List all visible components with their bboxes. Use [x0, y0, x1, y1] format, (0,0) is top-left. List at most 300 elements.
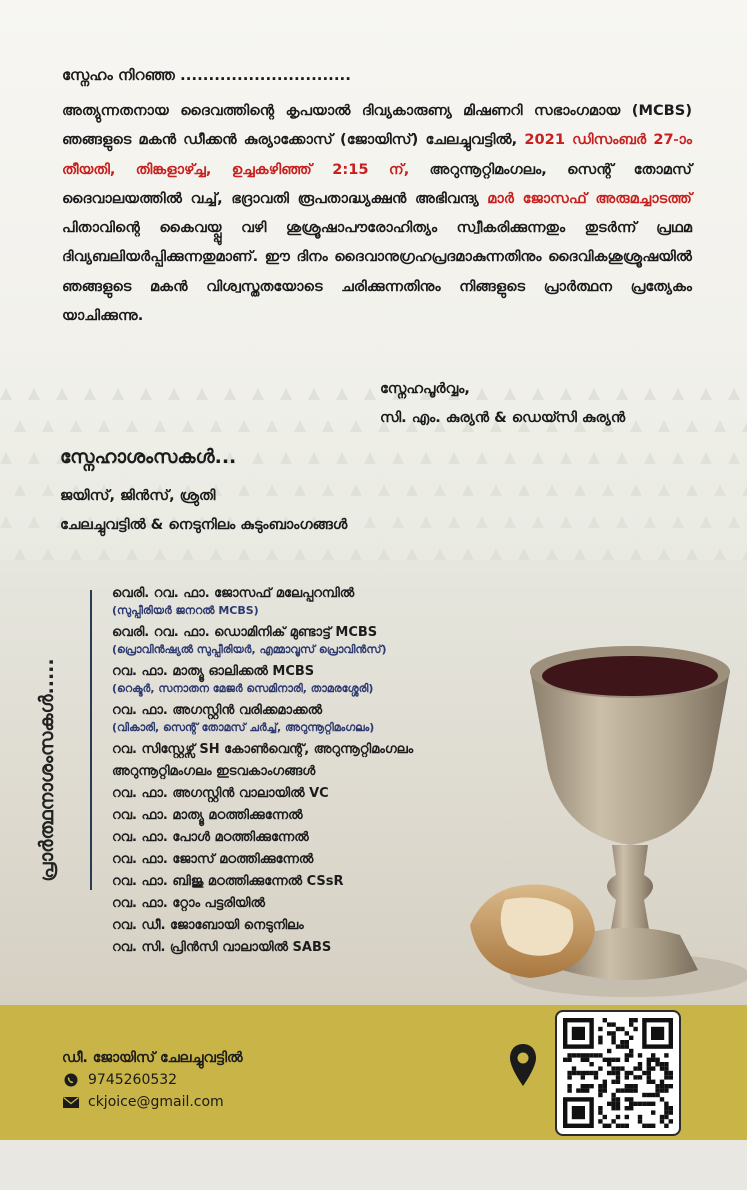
qr-module [629, 1053, 633, 1057]
qr-module [664, 1075, 668, 1079]
list-item-name: റവ. ഫാ. ജോസ് മഠത്തിക്കുന്നേൽ [112, 852, 314, 867]
signoff-closing: സ്നേഹപൂർവ്വം, [380, 381, 470, 397]
qr-module [585, 1058, 589, 1062]
qr-module [629, 1084, 633, 1088]
wishers-title: സ്നേഹാശംസകൾ... [60, 446, 237, 468]
contact-phone[interactable]: 9745260532 [88, 1072, 178, 1088]
bishop-name: മാർ ജോസഫ് അരുമച്ചാടത്ത് [487, 189, 692, 207]
qr-module [585, 1053, 589, 1057]
qr-module [651, 1102, 655, 1106]
pattern-triangle [210, 548, 222, 560]
qr-module [669, 1106, 673, 1110]
qr-module [616, 1102, 620, 1106]
list-item [112, 939, 542, 957]
pattern-triangle [322, 420, 334, 432]
qr-module [660, 1119, 664, 1123]
letter-part-3: പിതാവിന്റെ കൈവയ്പ്പു വഴി ശുശ്രൂഷാപൗരോഹിത്യം സ്വീകരിക്കുന്നതും തുടർന്ന് പ്രഥമ ദിവ്യബലിയർപ്പിക്കുന്നതുമാണ്. ഈ ദിനം ദൈവാനുഗ്രഹപ്രദമാകുന്നതിനും ദൈവികശുശ്രൂഷയിൽ ഞങ്ങളുടെ മകൻ വിശ്വസ്തതയോടെ ചരിക്കുന്നതിനും നിങ്ങളുടെ പ്രാർത്ഥന പ്രത്യേകം യാചിക്കുന്നു. [62, 219, 692, 325]
qr-module [625, 1106, 629, 1110]
qr-module [581, 1053, 585, 1057]
list-item-subtitle: (വികാരി, സെന്റ് തോമസ് ചർച്ച്, അറുന്നൂറ്റിമംഗലം) [112, 721, 375, 734]
qr-module [616, 1088, 620, 1092]
qr-module [585, 1088, 589, 1092]
qr-module [647, 1058, 651, 1062]
pattern-triangle [14, 420, 26, 432]
qr-module [660, 1115, 664, 1119]
qr-module [638, 1075, 642, 1079]
qr-module [567, 1053, 571, 1057]
qr-module [651, 1093, 655, 1097]
pattern-triangle [658, 420, 670, 432]
qr-module [616, 1106, 620, 1110]
pattern-triangle [112, 388, 124, 400]
pattern-triangle [28, 516, 40, 528]
list-item-name: വെരി. റവ. ഫാ. ഡൊമിനിക് മുണ്ടാട്ട് MCBS [112, 625, 378, 640]
pattern-triangle [462, 484, 474, 496]
qr-module [616, 1066, 620, 1070]
contact-email-row [62, 1094, 224, 1110]
pattern-triangle [252, 388, 264, 400]
pattern-triangle [70, 548, 82, 560]
qr-module [616, 1071, 620, 1075]
qr-module [664, 1102, 668, 1106]
qr-module [625, 1115, 629, 1119]
qr-module [642, 1071, 646, 1075]
pattern-triangle [700, 516, 712, 528]
qr-module [603, 1124, 607, 1128]
qr-module [611, 1036, 615, 1040]
qr-module [629, 1049, 633, 1053]
qr-module [664, 1071, 668, 1075]
list-item [112, 663, 542, 697]
pattern-triangle [658, 484, 670, 496]
qr-module [598, 1110, 602, 1114]
qr-module [598, 1036, 602, 1040]
pattern-triangle [266, 548, 278, 560]
pattern-triangle [406, 484, 418, 496]
qr-module [598, 1084, 602, 1088]
pattern-triangle [238, 548, 250, 560]
list-item-name: അറുന്നൂറ്റിമംഗലം ഇടവകാംഗങ്ങൾ [112, 764, 316, 779]
qr-module [611, 1119, 615, 1123]
qr-module [664, 1124, 668, 1128]
qr-module [616, 1058, 620, 1062]
qr-module [620, 1124, 624, 1128]
pattern-triangle [350, 484, 362, 496]
qr-module [567, 1084, 571, 1088]
qr-module [581, 1088, 585, 1092]
pattern-triangle [448, 516, 460, 528]
pattern-triangle [350, 548, 362, 560]
list-item-name: റവ. ഫാ. മാത്യൂ ഓലിക്കൽ MCBS [112, 664, 315, 679]
pattern-triangle [546, 548, 558, 560]
qr-module [669, 1071, 673, 1075]
pattern-triangle [378, 484, 390, 496]
location-pin-icon [508, 1042, 538, 1090]
qr-module [669, 1110, 673, 1114]
prayer-list [112, 585, 542, 961]
qr-module [598, 1093, 602, 1097]
pattern-triangle [602, 484, 614, 496]
pattern-triangle [630, 484, 642, 496]
qr-module [607, 1124, 611, 1128]
qr-module [572, 1106, 585, 1119]
qr-module [567, 1058, 571, 1062]
pattern-triangle [518, 548, 530, 560]
qr-module [625, 1053, 629, 1057]
qr-module [625, 1031, 629, 1035]
qr-module [655, 1062, 659, 1066]
qr-module [616, 1075, 620, 1079]
qr-module [660, 1097, 664, 1101]
pattern-triangle [714, 548, 726, 560]
qr-module [642, 1124, 646, 1128]
qr-module [651, 1053, 655, 1057]
pattern-triangle [0, 516, 12, 528]
pattern-triangle [686, 548, 698, 560]
qr-module [647, 1102, 651, 1106]
qr-module [589, 1062, 593, 1066]
qr-module [633, 1102, 637, 1106]
qr-module [572, 1071, 576, 1075]
qr-module [647, 1062, 651, 1066]
pattern-triangle [378, 548, 390, 560]
pattern-triangle [182, 548, 194, 560]
qr-module [611, 1080, 615, 1084]
pattern-triangle [602, 548, 614, 560]
list-item-subtitle: (റെക്ടർ, സനാതന മേജർ സെമിനാരി, താമരശ്ശേരി) [112, 682, 374, 695]
pattern-triangle [294, 548, 306, 560]
qr-module [607, 1049, 611, 1053]
pattern-triangle [686, 484, 698, 496]
triangle-pattern [0, 380, 747, 580]
pattern-triangle [462, 548, 474, 560]
qr-module [611, 1058, 615, 1062]
wishers-line-2: ചേലച്ചുവട്ടിൽ & നെടുനിലം കുടുംബാംഗങ്ങൾ [60, 517, 348, 533]
qr-module [611, 1040, 615, 1044]
qr-module [576, 1053, 580, 1057]
qr-module [625, 1124, 629, 1128]
pattern-triangle [392, 516, 404, 528]
pattern-triangle [224, 388, 236, 400]
pattern-triangle [434, 548, 446, 560]
pattern-triangle [364, 388, 376, 400]
pattern-triangle [714, 484, 726, 496]
salutation: സ്നേഹം നിറഞ്ഞ .............................. [62, 66, 351, 84]
pattern-triangle [308, 388, 320, 400]
contact-phone-row [62, 1072, 177, 1088]
qr-module [611, 1031, 615, 1035]
pattern-triangle [672, 516, 684, 528]
qr-module [581, 1058, 585, 1062]
contact-email[interactable]: ckjoice@gmail.com [88, 1094, 224, 1110]
qr-module [594, 1053, 598, 1057]
qr-module [616, 1097, 620, 1101]
qr-module [651, 1080, 655, 1084]
list-item [112, 829, 542, 847]
list-item [112, 585, 542, 619]
qr-module [598, 1088, 602, 1092]
pattern-triangle [728, 516, 740, 528]
qr-module [655, 1088, 659, 1092]
qr-code[interactable] [555, 1010, 681, 1136]
pattern-triangle [392, 452, 404, 464]
qr-module [603, 1115, 607, 1119]
pattern-triangle [14, 484, 26, 496]
list-item [112, 873, 542, 891]
pattern-triangle [742, 484, 747, 496]
pattern-triangle [364, 516, 376, 528]
qr-module [642, 1093, 646, 1097]
pattern-triangle [210, 420, 222, 432]
qr-module [664, 1115, 668, 1119]
qr-module [567, 1075, 571, 1079]
pattern-triangle [504, 452, 516, 464]
qr-module [594, 1071, 598, 1075]
qr-module [607, 1022, 611, 1026]
qr-module [603, 1088, 607, 1092]
signoff-names: സി. എം. കുര്യൻ & ഡെയ്സി കുര്യൻ [380, 410, 626, 426]
pattern-triangle [154, 548, 166, 560]
qr-module [572, 1027, 585, 1040]
pattern-triangle [490, 484, 502, 496]
qr-module [664, 1110, 668, 1114]
qr-module [638, 1053, 642, 1057]
pattern-triangle [588, 452, 600, 464]
qr-module [660, 1084, 664, 1088]
pattern-triangle [546, 484, 558, 496]
qr-module [647, 1080, 651, 1084]
pattern-triangle [490, 548, 502, 560]
pattern-triangle [728, 388, 740, 400]
qr-module [611, 1066, 615, 1070]
pattern-triangle [616, 452, 628, 464]
vertical-divider [90, 590, 92, 890]
wishers-names [60, 482, 347, 540]
pattern-triangle [364, 452, 376, 464]
qr-module [620, 1088, 624, 1092]
qr-module [598, 1106, 602, 1110]
qr-module [664, 1088, 668, 1092]
pattern-triangle [476, 516, 488, 528]
pattern-triangle [28, 388, 40, 400]
pattern-triangle [56, 388, 68, 400]
qr-module [669, 1075, 673, 1079]
list-item-name: റവ. ഫാ. ബിജു മഠത്തിക്കുന്നേൽ CSsR [112, 874, 344, 889]
qr-module [625, 1075, 629, 1079]
qr-module [567, 1088, 571, 1092]
pattern-triangle [70, 420, 82, 432]
pattern-triangle [406, 548, 418, 560]
qr-module [598, 1027, 602, 1031]
pattern-triangle [518, 484, 530, 496]
qr-module [664, 1066, 668, 1070]
qr-module [647, 1093, 651, 1097]
list-item-name: റവ. ഡീ. ജോബോയി നെടുനിലം [112, 918, 304, 933]
pattern-triangle [658, 548, 670, 560]
pattern-triangle [644, 516, 656, 528]
pattern-triangle [686, 420, 698, 432]
qr-module [598, 1119, 602, 1123]
list-item-name: റവ. ഫാ. റ്റോം പട്ടരിയിൽ [112, 896, 265, 911]
ordination-date: 2021 ഡിസംബർ 27-ാം തീയതി, തിങ്കളാഴ്ച്ച, ഉച്ചകഴിഞ്ഞ് 2:15 ന്, [62, 131, 692, 178]
footer-bottom-strip [0, 1140, 747, 1190]
pattern-triangle [266, 420, 278, 432]
qr-module [581, 1071, 585, 1075]
qr-module [603, 1080, 607, 1084]
qr-module [611, 1102, 615, 1106]
qr-module [669, 1119, 673, 1123]
qr-module [611, 1071, 615, 1075]
pattern-triangle [700, 452, 712, 464]
qr-module [611, 1097, 615, 1101]
qr-module [625, 1097, 629, 1101]
list-item [112, 763, 542, 781]
qr-module [651, 1110, 655, 1114]
pattern-triangle [0, 452, 12, 464]
qr-module [655, 1058, 659, 1062]
qr-module [664, 1053, 668, 1057]
qr-module [629, 1102, 633, 1106]
list-item-subtitle: (പ്രൊവിൻഷ്യൽ സുപ്പീരിയർ, എമ്മാവൂസ് പ്രൊവിൻസ്) [112, 643, 387, 656]
pattern-triangle [336, 388, 348, 400]
pattern-triangle [532, 516, 544, 528]
list-item-name: റവ. സിസ്റ്റേഴ്സ് SH കോൺവെന്റ്, അറുന്നൂറ്റിമംഗലം [112, 742, 414, 757]
qr-module [607, 1102, 611, 1106]
pattern-triangle [420, 516, 432, 528]
pattern-triangle [42, 420, 54, 432]
qr-module [581, 1075, 585, 1079]
qr-module [585, 1071, 589, 1075]
pattern-triangle [252, 452, 264, 464]
pattern-triangle [420, 452, 432, 464]
pattern-triangle [588, 516, 600, 528]
qr-module [651, 1124, 655, 1128]
pattern-triangle [322, 548, 334, 560]
invitation-letter [62, 96, 692, 330]
pattern-triangle [672, 388, 684, 400]
pattern-triangle [126, 420, 138, 432]
pattern-triangle [28, 452, 40, 464]
qr-module [642, 1102, 646, 1106]
qr-module [660, 1080, 664, 1084]
qr-module [616, 1124, 620, 1128]
qr-module [629, 1022, 633, 1026]
qr-module [660, 1088, 664, 1092]
qr-module [638, 1062, 642, 1066]
qr-module [647, 1075, 651, 1079]
pattern-triangle [560, 516, 572, 528]
list-item-name: റവ. ഫാ. മാത്യൂ മഠത്തിക്കുന്നേൽ [112, 808, 303, 823]
qr-module [620, 1044, 624, 1048]
qr-module [603, 1018, 607, 1022]
list-item [112, 741, 542, 759]
mail-icon [62, 1095, 80, 1109]
list-item-name: റവ. സി. പ്രിൻസി വാലായിൽ SABS [112, 940, 332, 955]
list-item-name: റവ. ഫാ. അഗസ്റ്റിൻ വാലായിൽ VC [112, 786, 329, 801]
prayer-greetings-label-box [22, 600, 72, 940]
qr-module [576, 1088, 580, 1092]
qr-module [589, 1071, 593, 1075]
phone-icon [62, 1073, 80, 1087]
list-item-name: റവ. ഫാ. അഗസ്റ്റിൻ വരിക്കമാക്കൽ [112, 703, 323, 718]
qr-module [603, 1084, 607, 1088]
qr-module [651, 1058, 655, 1062]
qr-module [651, 1066, 655, 1070]
qr-module [647, 1124, 651, 1128]
pattern-triangle [308, 452, 320, 464]
qr-module [563, 1058, 567, 1062]
pattern-triangle [280, 388, 292, 400]
pattern-triangle [448, 452, 460, 464]
pattern-triangle [294, 420, 306, 432]
pattern-triangle [644, 388, 656, 400]
qr-module [607, 1031, 611, 1035]
qr-module [629, 1071, 633, 1075]
list-item [112, 895, 542, 913]
qr-module [625, 1058, 629, 1062]
pattern-triangle [0, 388, 12, 400]
pattern-triangle [574, 548, 586, 560]
qr-module [598, 1040, 602, 1044]
letter-part-2: അറുന്നൂറ്റിമംഗലം, സെന്റ് തോമസ് ദൈവാലയത്തിൽ വച്ച്, ഭദ്രാവതി രൂപതാദ്ധ്യക്ഷൻ അഭിവന്ദ്യ [62, 160, 692, 207]
list-item [112, 851, 542, 869]
qr-module [625, 1040, 629, 1044]
pattern-triangle [700, 388, 712, 400]
qr-module [589, 1084, 593, 1088]
qr-module [651, 1027, 664, 1040]
qr-module [638, 1066, 642, 1070]
qr-module [633, 1018, 637, 1022]
qr-module [638, 1115, 642, 1119]
list-item [112, 785, 542, 803]
qr-module [625, 1084, 629, 1088]
list-item [112, 917, 542, 935]
qr-module [629, 1088, 633, 1092]
qr-module [633, 1088, 637, 1092]
list-item-name: റവ. ഫാ. പോൾ മഠത്തിക്കുന്നേൽ [112, 830, 309, 845]
qr-module [647, 1066, 651, 1070]
wishers-line-1: ജയിസ്, ജിൻസ്, ശ്രുതി [60, 488, 216, 504]
pattern-triangle [532, 452, 544, 464]
pattern-triangle [98, 420, 110, 432]
qr-module [655, 1093, 659, 1097]
pattern-triangle [630, 420, 642, 432]
pattern-triangle [14, 548, 26, 560]
pattern-triangle [238, 420, 250, 432]
qr-module [611, 1022, 615, 1026]
pattern-triangle [196, 388, 208, 400]
qr-module [664, 1062, 668, 1066]
qr-module [633, 1066, 637, 1070]
pattern-triangle [42, 484, 54, 496]
qr-module [620, 1027, 624, 1031]
qr-module [616, 1080, 620, 1084]
pattern-triangle [728, 452, 740, 464]
qr-module [629, 1018, 633, 1022]
pattern-triangle [560, 452, 572, 464]
qr-module [598, 1066, 602, 1070]
qr-module [625, 1088, 629, 1092]
qr-module [660, 1066, 664, 1070]
pattern-triangle [434, 484, 446, 496]
prayer-greetings-label: പ്രാർത്ഥനാശംസകൾ..... [36, 658, 58, 882]
qr-module [633, 1027, 637, 1031]
qr-module [603, 1058, 607, 1062]
signoff [380, 375, 625, 433]
qr-module [585, 1084, 589, 1088]
qr-module [638, 1119, 642, 1123]
qr-module [660, 1062, 664, 1066]
